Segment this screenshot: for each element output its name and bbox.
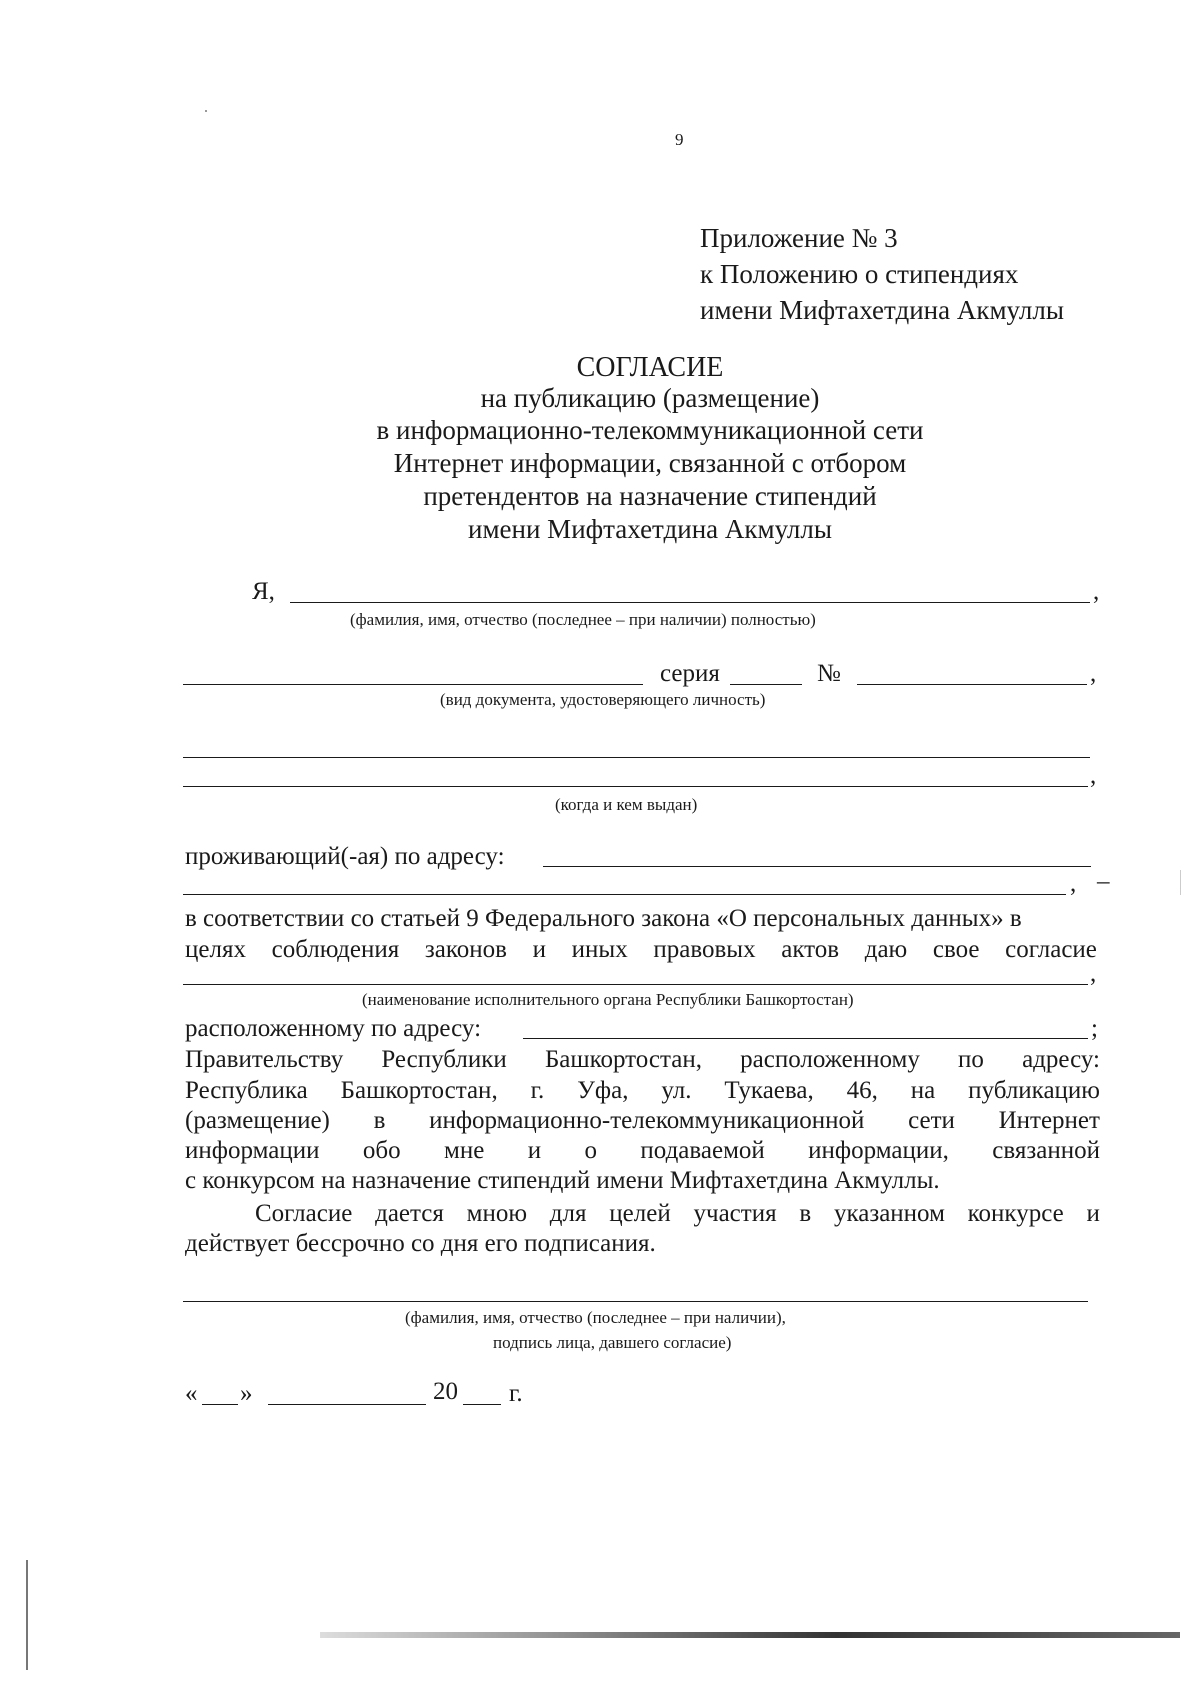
word: указанном <box>833 1200 945 1227</box>
word: Интернет <box>998 1107 1100 1134</box>
word: обо <box>362 1137 401 1164</box>
fio-caption: (фамилия, имя, отчество (последнее – при наличии) полностью) <box>350 610 816 629</box>
word: Республика <box>185 1077 308 1104</box>
title-line-2: в информационно-телекоммуникационной сети <box>376 415 924 445</box>
word: даю <box>864 936 908 963</box>
series-field[interactable] <box>730 684 802 685</box>
signature-field[interactable] <box>183 1301 1088 1302</box>
document-caption: (вид документа, удостоверяющего личность) <box>440 690 766 709</box>
word: на <box>910 1077 936 1104</box>
issued-comma: , <box>1090 762 1097 789</box>
word: соблюдения <box>271 936 400 963</box>
address-label: проживающий(-ая) по адресу: <box>185 843 505 870</box>
word: актов <box>781 936 840 963</box>
date-day-field[interactable] <box>202 1404 238 1405</box>
title-line-3: Интернет информации, связанной с отбором <box>393 448 907 478</box>
fio-field[interactable] <box>290 602 1090 603</box>
word: информации, <box>808 1137 949 1164</box>
word: целей <box>609 1200 671 1227</box>
word: (размещение) <box>185 1107 330 1134</box>
appendix-line-3: имени Мифтахетдина Акмуллы <box>700 295 1064 325</box>
scan-speck <box>1180 870 1181 895</box>
word: по <box>958 1046 984 1073</box>
located-semicolon: ; <box>1091 1015 1098 1042</box>
word: связанной <box>992 1137 1100 1164</box>
title-line-1: на публикацию (размещение) <box>480 383 820 413</box>
word: согласие <box>1005 936 1097 963</box>
issued-field-1[interactable] <box>183 757 1090 758</box>
gov-line-3 <box>185 1107 1100 1135</box>
address-field-1[interactable] <box>543 866 1091 867</box>
year-suffix: г. <box>509 1380 523 1407</box>
page-number: 9 <box>675 130 684 149</box>
date-quote-open: « <box>185 1380 198 1407</box>
appendix-line-2: к Положению о стипендиях <box>700 259 1019 289</box>
scan-speck <box>205 110 207 112</box>
signature-caption-1: (фамилия, имя, отчество (последнее – при наличии), <box>405 1308 786 1327</box>
purpose-line-1 <box>255 1200 1100 1228</box>
word: сети <box>908 1107 955 1134</box>
date-year-field[interactable] <box>463 1404 501 1405</box>
document-title: СОГЛАСИЕ <box>576 352 724 383</box>
located-label: расположенному по адресу: <box>185 1015 482 1042</box>
organ-comma: , <box>1090 960 1097 987</box>
organ-name-field[interactable] <box>183 984 1088 985</box>
word: Тукаева, <box>724 1077 814 1104</box>
word: Башкортостан, <box>544 1046 702 1073</box>
gov-line-5: с конкурсом на назначение стипендий имени Мифтахетдина Акмуллы. <box>185 1167 940 1194</box>
word: участия <box>693 1200 777 1227</box>
word: 46, <box>846 1077 878 1104</box>
address-comma: , <box>1070 870 1077 897</box>
scan-edge-bar <box>320 1632 1180 1638</box>
word: Уфа, <box>577 1077 629 1104</box>
word: для <box>549 1200 587 1227</box>
address-dash: – <box>1097 868 1110 895</box>
word: подаваемой <box>640 1137 765 1164</box>
word: и <box>1086 1200 1100 1227</box>
title-line-5: имени Мифтахетдина Акмуллы <box>468 514 832 544</box>
i-label: Я, <box>252 578 275 605</box>
title-line-4: претендентов на назначение стипендий <box>423 481 877 511</box>
series-label: серия <box>660 660 720 687</box>
consent-line-2 <box>185 936 1097 964</box>
word: и <box>532 936 546 963</box>
number-comma: , <box>1090 660 1097 687</box>
word: законов <box>424 936 507 963</box>
word: информации <box>185 1137 320 1164</box>
word: г. <box>530 1077 545 1104</box>
word: адресу: <box>1022 1046 1100 1073</box>
word: правовых <box>653 936 756 963</box>
word: целях <box>185 936 246 963</box>
document-type-field[interactable] <box>183 684 643 685</box>
word: информационно-телекоммуникационной <box>429 1107 865 1134</box>
address-field-2[interactable] <box>183 894 1066 895</box>
word: иных <box>571 936 628 963</box>
organ-caption: (наименование исполнительного органа Республики Башкортостан) <box>362 990 854 1009</box>
scan-edge-left <box>26 1560 28 1670</box>
word: расположенному <box>740 1046 920 1073</box>
date-month-field[interactable] <box>268 1404 426 1405</box>
word: конкурсе <box>967 1200 1064 1227</box>
date-quote-close: » <box>240 1380 253 1407</box>
gov-line-2 <box>185 1077 1100 1105</box>
word: Правительству <box>185 1046 344 1073</box>
word: дается <box>375 1200 444 1227</box>
word: ул. <box>661 1077 692 1104</box>
word: мною <box>466 1200 528 1227</box>
word: в <box>799 1200 812 1227</box>
fio-comma: , <box>1093 578 1100 605</box>
gov-line-1 <box>185 1046 1100 1074</box>
year-prefix: 20 <box>433 1378 458 1405</box>
located-address-field[interactable] <box>523 1038 1088 1039</box>
word: в <box>373 1107 386 1134</box>
word: свое <box>932 936 980 963</box>
word: и <box>527 1137 542 1164</box>
gov-line-4 <box>185 1137 1100 1165</box>
word: о <box>584 1137 598 1164</box>
word: публикацию <box>968 1077 1100 1104</box>
issued-caption: (когда и кем выдан) <box>555 795 698 814</box>
number-field[interactable] <box>857 684 1087 685</box>
consent-line-1: в соответствии со статьей 9 Федерального закона «О персональных данных» в <box>185 905 1022 932</box>
word: Республики <box>381 1046 507 1073</box>
word: Башкортостан, <box>340 1077 498 1104</box>
number-label: № <box>817 660 841 687</box>
issued-field-2[interactable] <box>183 786 1088 787</box>
appendix-line-1: Приложение № 3 <box>700 223 898 253</box>
word: мне <box>444 1137 485 1164</box>
purpose-line-2: действует бессрочно со дня его подписания. <box>185 1230 656 1257</box>
signature-caption-2: подпись лица, давшего согласие) <box>493 1333 732 1352</box>
word: Согласие <box>255 1200 353 1227</box>
